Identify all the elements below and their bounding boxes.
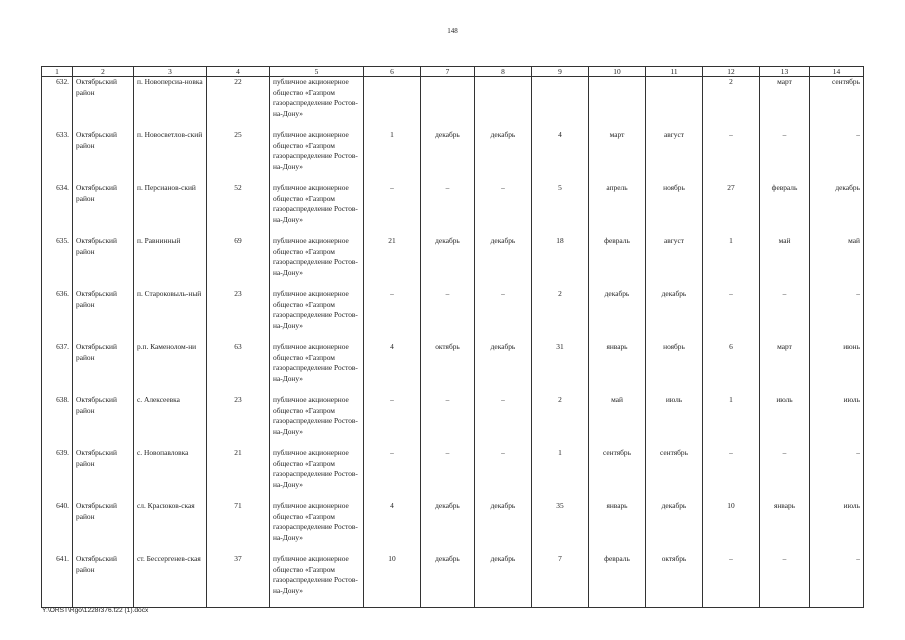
organization-cell: публичное акционерное общество «Газпром газораспределение Ростов-на-Дону» [270, 501, 364, 554]
month-cell: январь [589, 342, 646, 395]
value-cell: – [364, 289, 421, 342]
month-cell: сентябрь [589, 448, 646, 501]
column-number: 12 [703, 67, 760, 77]
value-cell: 7 [532, 554, 589, 608]
page-number: 148 [447, 27, 458, 35]
month-cell [589, 77, 646, 131]
table-row [42, 448, 864, 501]
month-cell: январь [760, 501, 810, 554]
district-cell: Октябрьский район [73, 501, 134, 554]
month-cell: – [421, 289, 475, 342]
table-body [42, 77, 864, 608]
organization-cell: публичное акционерное общество «Газпром газораспределение Ростов-на-Дону» [270, 395, 364, 448]
count-cell: 23 [207, 395, 270, 448]
month-cell: август [646, 130, 703, 183]
column-number: 13 [760, 67, 810, 77]
value-cell: 18 [532, 236, 589, 289]
file-path-footer: Y:\ORST\Rgo\1228r376.f22 (1).docx [42, 607, 149, 614]
settlement-cell: п. Персианов-ский [134, 183, 207, 236]
row-number-cell: 635. [42, 236, 73, 289]
month-cell: декабрь [475, 501, 532, 554]
column-number: 7 [421, 67, 475, 77]
month-cell: март [760, 77, 810, 131]
table-row [42, 342, 864, 395]
month-cell: – [760, 130, 810, 183]
month-cell: – [810, 289, 864, 342]
value-cell: 1 [364, 130, 421, 183]
month-cell: август [646, 236, 703, 289]
value-cell: 2 [532, 395, 589, 448]
column-number: 3 [134, 67, 207, 77]
district-cell: Октябрьский район [73, 554, 134, 608]
month-cell: май [760, 236, 810, 289]
count-cell: 21 [207, 448, 270, 501]
month-cell: – [810, 130, 864, 183]
organization-cell: публичное акционерное общество «Газпром газораспределение Ростов-на-Дону» [270, 236, 364, 289]
month-cell: – [810, 448, 864, 501]
value-cell: 31 [532, 342, 589, 395]
column-number: 8 [475, 67, 532, 77]
month-cell: март [760, 342, 810, 395]
month-cell: декабрь [475, 554, 532, 608]
value-cell: 21 [364, 236, 421, 289]
value-cell: 4 [364, 342, 421, 395]
column-number: 10 [589, 67, 646, 77]
count-cell: 25 [207, 130, 270, 183]
row-number-cell: 637. [42, 342, 73, 395]
data-table [41, 66, 864, 608]
month-cell: апрель [589, 183, 646, 236]
month-cell [475, 77, 532, 131]
column-number: 14 [810, 67, 864, 77]
settlement-cell: п. Староковыль-ный [134, 289, 207, 342]
organization-cell: публичное акционерное общество «Газпром газораспределение Ростов-на-Дону» [270, 554, 364, 608]
value-cell: – [364, 395, 421, 448]
row-number-cell: 636. [42, 289, 73, 342]
table-row [42, 130, 864, 183]
count-cell: 69 [207, 236, 270, 289]
month-cell: декабрь [810, 183, 864, 236]
month-cell: май [810, 236, 864, 289]
district-cell: Октябрьский район [73, 448, 134, 501]
count-cell: 22 [207, 77, 270, 131]
table-row [42, 183, 864, 236]
value-cell: 1 [703, 236, 760, 289]
table-row [42, 236, 864, 289]
organization-cell: публичное акционерное общество «Газпром газораспределение Ростов-на-Дону» [270, 77, 364, 131]
row-number-cell: 639. [42, 448, 73, 501]
value-cell: 27 [703, 183, 760, 236]
month-cell: – [421, 448, 475, 501]
value-cell: – [364, 183, 421, 236]
month-cell: ноябрь [646, 342, 703, 395]
month-cell: декабрь [646, 501, 703, 554]
value-cell: – [703, 130, 760, 183]
row-number-cell: 632. [42, 77, 73, 131]
value-cell: 35 [532, 501, 589, 554]
month-cell: декабрь [475, 130, 532, 183]
settlement-cell: п. Новоперсиа-новка [134, 77, 207, 131]
value-cell: 5 [532, 183, 589, 236]
month-cell: февраль [760, 183, 810, 236]
month-cell: декабрь [421, 236, 475, 289]
table-row [42, 289, 864, 342]
value-cell: 10 [364, 554, 421, 608]
value-cell: 1 [703, 395, 760, 448]
month-cell: октябрь [421, 342, 475, 395]
month-cell: октябрь [646, 554, 703, 608]
table-row [42, 554, 864, 608]
settlement-cell: ст. Бессергенев-ская [134, 554, 207, 608]
value-cell [364, 77, 421, 131]
organization-cell: публичное акционерное общество «Газпром газораспределение Ростов-на-Дону» [270, 183, 364, 236]
value-cell: 4 [532, 130, 589, 183]
month-cell: июль [646, 395, 703, 448]
month-cell [421, 77, 475, 131]
row-number-cell: 633. [42, 130, 73, 183]
month-cell: декабрь [421, 554, 475, 608]
count-cell: 71 [207, 501, 270, 554]
value-cell: – [703, 554, 760, 608]
column-number: 5 [270, 67, 364, 77]
month-cell: – [475, 395, 532, 448]
value-cell: – [364, 448, 421, 501]
column-number: 2 [73, 67, 134, 77]
month-cell: июнь [810, 342, 864, 395]
value-cell: 6 [703, 342, 760, 395]
organization-cell: публичное акционерное общество «Газпром газораспределение Ростов-на-Дону» [270, 342, 364, 395]
month-cell: – [475, 183, 532, 236]
settlement-cell: п. Равнинный [134, 236, 207, 289]
count-cell: 23 [207, 289, 270, 342]
column-number: 9 [532, 67, 589, 77]
month-cell: – [810, 554, 864, 608]
count-cell: 52 [207, 183, 270, 236]
month-cell: – [760, 448, 810, 501]
value-cell: – [703, 448, 760, 501]
month-cell: – [475, 289, 532, 342]
month-cell: декабрь [589, 289, 646, 342]
value-cell: – [703, 289, 760, 342]
month-cell: декабрь [421, 130, 475, 183]
month-cell: июль [810, 501, 864, 554]
district-cell: Октябрьский район [73, 77, 134, 131]
month-cell: сентябрь [810, 77, 864, 131]
district-cell: Октябрьский район [73, 342, 134, 395]
month-cell: февраль [589, 554, 646, 608]
month-cell: – [421, 183, 475, 236]
count-cell: 37 [207, 554, 270, 608]
settlement-cell: сл. Красюков-ская [134, 501, 207, 554]
settlement-cell: с. Алексеевка [134, 395, 207, 448]
district-cell: Октябрьский район [73, 236, 134, 289]
organization-cell: публичное акционерное общество «Газпром газораспределение Ростов-на-Дону» [270, 448, 364, 501]
row-number-cell: 640. [42, 501, 73, 554]
settlement-cell: с. Новопавловка [134, 448, 207, 501]
column-number: 11 [646, 67, 703, 77]
organization-cell: публичное акционерное общество «Газпром газораспределение Ростов-на-Дону» [270, 289, 364, 342]
organization-cell: публичное акционерное общество «Газпром газораспределение Ростов-на-Дону» [270, 130, 364, 183]
month-cell: январь [589, 501, 646, 554]
value-cell [532, 77, 589, 131]
count-cell: 63 [207, 342, 270, 395]
district-cell: Октябрьский район [73, 130, 134, 183]
month-cell: май [589, 395, 646, 448]
column-number: 4 [207, 67, 270, 77]
table-row [42, 77, 864, 131]
row-number-cell: 634. [42, 183, 73, 236]
month-cell: – [760, 289, 810, 342]
column-number-row [42, 67, 864, 77]
month-cell: июль [810, 395, 864, 448]
value-cell: 1 [532, 448, 589, 501]
month-cell: ноябрь [646, 183, 703, 236]
month-cell: декабрь [475, 236, 532, 289]
settlement-cell: р.п. Каменолом-ни [134, 342, 207, 395]
month-cell: июль [760, 395, 810, 448]
month-cell: февраль [589, 236, 646, 289]
value-cell: 10 [703, 501, 760, 554]
month-cell: сентябрь [646, 448, 703, 501]
month-cell: декабрь [421, 501, 475, 554]
month-cell: декабрь [646, 289, 703, 342]
district-cell: Октябрьский район [73, 183, 134, 236]
value-cell: 2 [532, 289, 589, 342]
month-cell: декабрь [475, 342, 532, 395]
value-cell: 4 [364, 501, 421, 554]
month-cell: март [589, 130, 646, 183]
value-cell: 2 [703, 77, 760, 131]
month-cell: – [475, 448, 532, 501]
row-number-cell: 641. [42, 554, 73, 608]
table-row [42, 501, 864, 554]
table-row [42, 395, 864, 448]
column-number: 1 [42, 67, 73, 77]
month-cell: – [760, 554, 810, 608]
district-cell: Октябрьский район [73, 395, 134, 448]
month-cell [646, 77, 703, 131]
column-number: 6 [364, 67, 421, 77]
district-cell: Октябрьский район [73, 289, 134, 342]
month-cell: – [421, 395, 475, 448]
row-number-cell: 638. [42, 395, 73, 448]
settlement-cell: п. Новосветлов-ский [134, 130, 207, 183]
